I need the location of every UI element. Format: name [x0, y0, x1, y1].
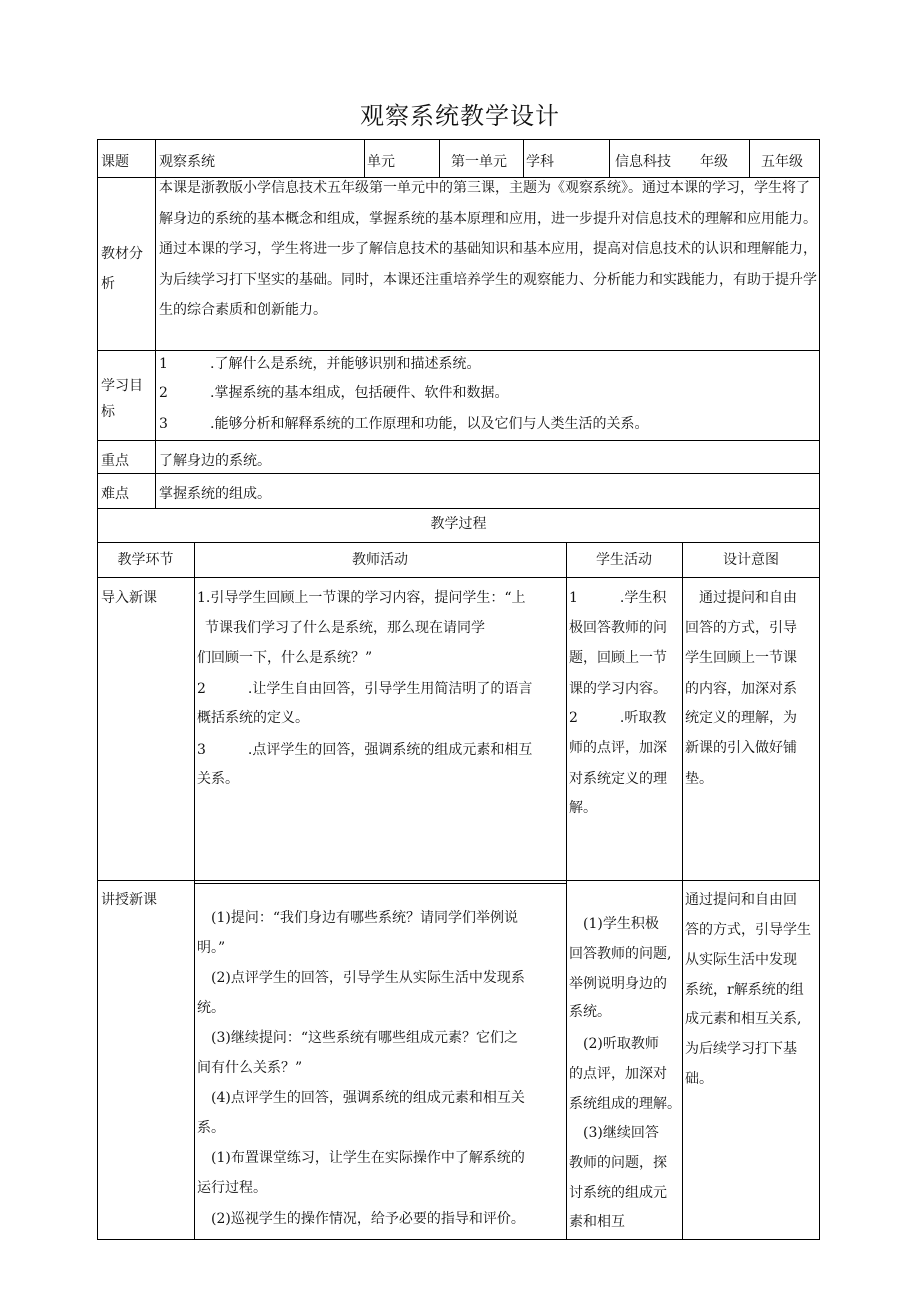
goal-text: .能够分析和解释系统的工作原理和功能，以及它们与人类生活的关系。 [210, 416, 649, 432]
course-label: 课题 [101, 154, 129, 170]
row-divider [97, 350, 820, 351]
lesson-plan-table: 课题 观察系统 单元 第一单元 学科 信息科技 年级 五年级 教材分 析 本课是浙教版小学信息技术五年级第一单元中的第三课，主题为《观察系统》。通过本课的学习，学生将了解身边的系统的基本概念和组成，掌握系统的基本原理和应用，进一步提升对信息技术的理解和应用能力。通过本课的学习，学生将进一步了解信息技术的基础知识和基本应用，提高对信息技术的认识和理解能力，为后续学习打下坚实的基础。同时，本课还注重培养学生的观察能力、分析能力和实践能力，有助于提升学生的综合素质和创新能力。 学习目 标 1 .了解什么是系统，并能够识别和描述系统。 2 .掌握系统的基本组成，包括硬件、软件和数据。 3 .能够分析和解释系统的工作原理和功能，以及它们与人类生活的关系。 重点 了解身边的系统。 难点 掌握系统的组成。 教学过程 教学环节 教师活动 学生活动 设计意图 导入新课 1.引导学生回顾上一节课的学习内容，提问学生：“上 节课我们学习了什么是系统，那么现在请同学 们回顾一下，什么是系统？” 2 .让学生自由回答，引导学生用简洁明了的语言 概括系统的定义。 3 .点评学生的回答，强调系统的组成元素和相互 关系。 1 .学生积 极回答教师的问 题，回顾上一节 课的学习内容。 2 .听取教 师的点评，加深 对系统定义的理 解。 通过提问和自由 回答的方式，引导 学生回顾上一节课 的内容，加深对系 统定义的理解，为 新课的引入做好铺 垫。 讲授新课 (1)提问：“我们身边有哪些系统？请同学们举例说 明。” (2)点评学生的回答，引导学生从实际生活中发现系 统。 (3)继续提问：“这些系统有哪些组成元素？它们之 间有什么关系？” (4)点评学生的回答，强调系统的组成元素和相互关 系。 (1)布置课堂练习，让学生在实际操作中了解系统的 运行过程。 (2)巡视学生的操作情况，给予必要的指导和评价。 (1)学生积极 回答教师的问题, 举例说明身边的 系统。 (2)听取教师 的点评，加深对 系统组成的理解。 (3)继续回答 教师的问题，探 讨系统的组成元 素和相互 通过提问和自由回 答的方式，引导学生 从实际生活中发现 系统，r解系统的组 成元素和相互关系, 为后续学习打下基 础。 [97, 139, 820, 1240]
process-title: 教学过程 [430, 516, 487, 532]
goal-number: 1 [159, 356, 168, 372]
subject-value: 信息科技 [615, 154, 671, 170]
course-value: 观察系统 [159, 154, 215, 170]
page-title: 观察系统教学设计 [360, 102, 560, 130]
goal-text: .了解什么是系统，并能够识别和描述系统。 [210, 356, 481, 372]
row-divider [97, 880, 820, 881]
difficulty-label: 难点 [101, 486, 129, 502]
difficulty-value: 掌握系统的组成。 [159, 486, 271, 502]
learning-goals-label: 学习目 标 [101, 378, 143, 420]
grade-value: 五年级 [761, 154, 803, 170]
col-divider [566, 542, 567, 1240]
unit-label: 单元 [367, 154, 395, 170]
stage-intro: 导入新课 [101, 590, 157, 606]
row-divider [97, 508, 820, 509]
header-design-intent: 设计意图 [723, 552, 779, 568]
header-stage: 教学环节 [117, 552, 174, 568]
goal-number: 3 [159, 416, 168, 432]
row-divider [97, 440, 820, 441]
key-point-label: 重点 [101, 453, 129, 469]
table-border-bottom [97, 1239, 820, 1240]
table-border-right [819, 139, 820, 1240]
header-teacher-activity: 教师活动 [352, 552, 408, 568]
cell-inner-border [194, 883, 566, 884]
grade-label: 年级 [700, 154, 728, 170]
subject-label: 学科 [526, 154, 554, 170]
unit-value: 第一单元 [451, 154, 507, 170]
row-divider [97, 577, 820, 578]
stage-lecture: 讲授新课 [101, 892, 157, 908]
col-divider [682, 542, 683, 1240]
header-student-activity: 学生活动 [596, 552, 652, 568]
table-border-top [97, 139, 820, 140]
material-analysis-text: 本课是浙教版小学信息技术五年级第一单元中的第三课，主题为《观察系统》。通过本课的学习，学生将了解身边的系统的基本概念和组成，掌握系统的基本原理和应用，进一步提升对信息技术的理解和应用能力。通过本课的学习，学生将进一步了解信息技术的基础知识和基本应用，提高对信息技术的认识和理解能力，为后续学习打下坚实的基础。同时，本课还注重培养学生的观察能力、分析能力和实践能力，有助于提升学生的综合素质和创新能力。 [159, 180, 817, 318]
key-point-value: 了解身边的系统。 [159, 453, 271, 469]
row-divider [97, 542, 820, 543]
material-analysis-label: 教材分 析 [101, 246, 143, 292]
goal-text: .掌握系统的基本组成，包括硬件、软件和数据。 [210, 385, 509, 401]
table-border-left [97, 139, 98, 1240]
col-divider [194, 542, 195, 1240]
row-divider [97, 473, 820, 474]
goal-number: 2 [159, 385, 168, 401]
col-divider [155, 139, 156, 509]
